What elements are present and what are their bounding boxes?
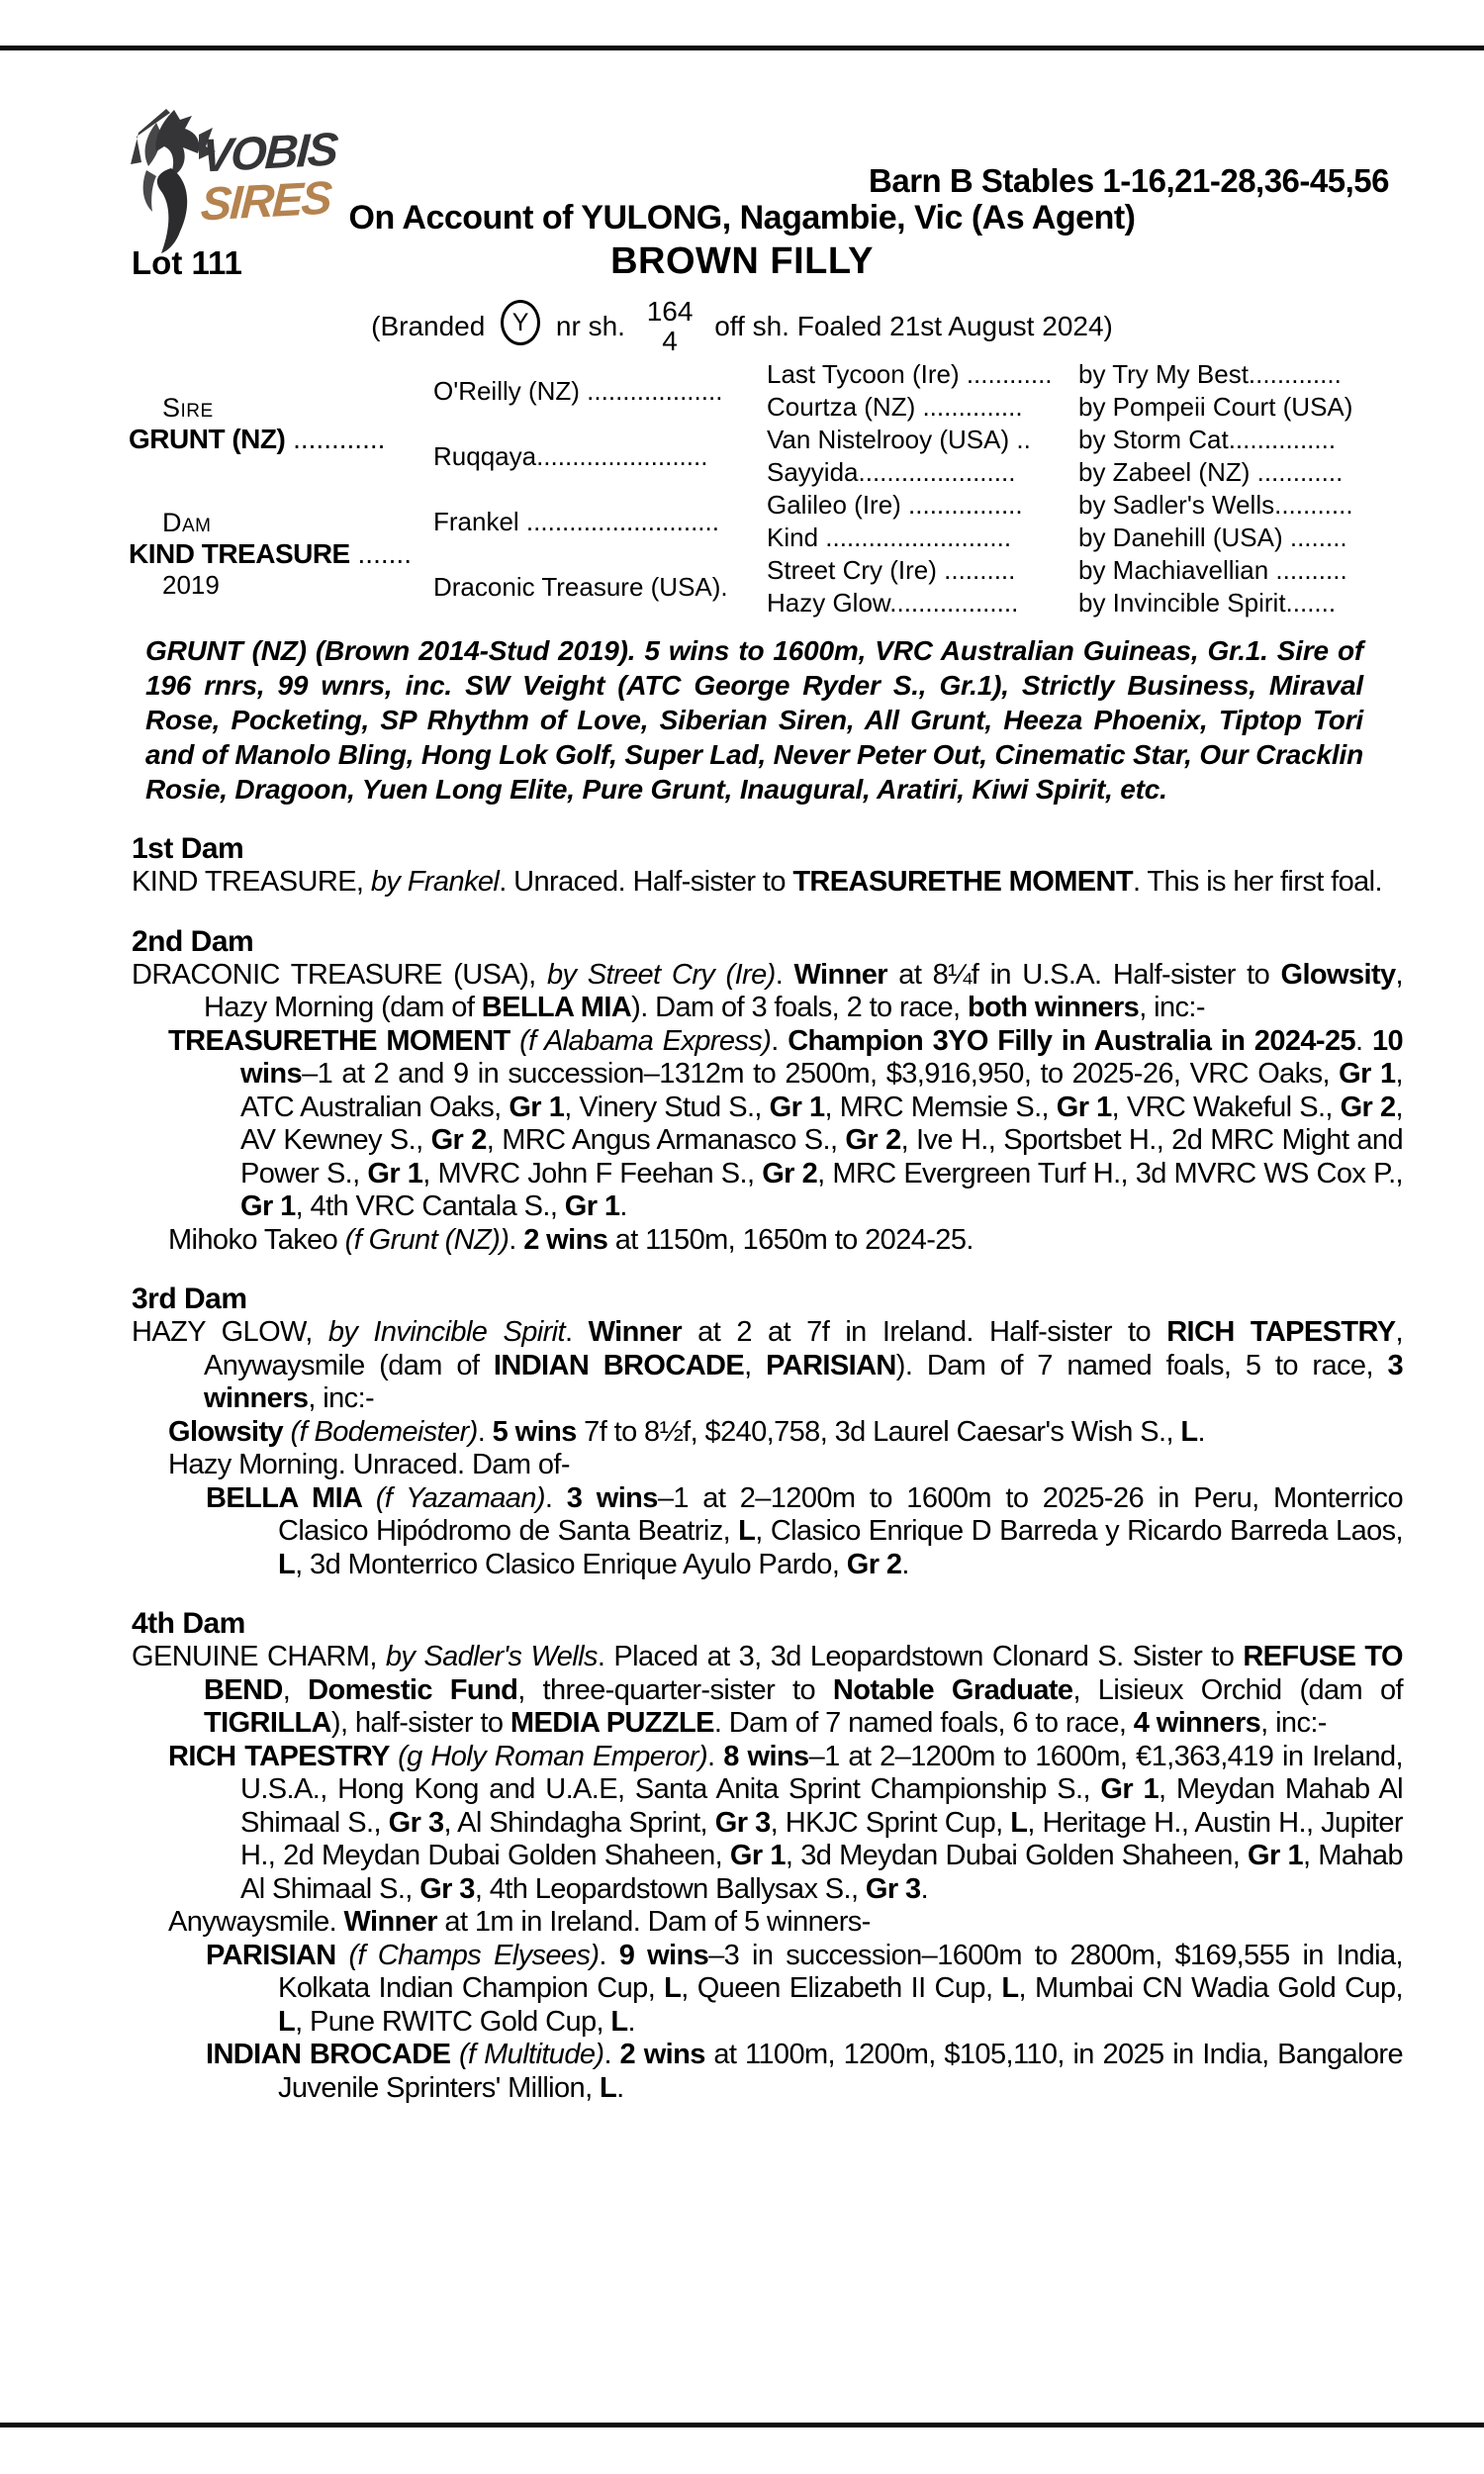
pedigree-gen4-sire: by Danehill (USA) ........ — [1078, 523, 1347, 552]
brand-number-top: 164 — [646, 296, 694, 327]
pedigree-gen4-sire: by Zabeel (NZ) ............ — [1078, 457, 1344, 487]
dam-label: Dam — [162, 508, 212, 537]
pedigree-paragraph: INDIAN BROCADE (f Multitude). 2 wins at 1100m, 1200m, $105,110, in 2025 in India, Bangalore Juvenile Sprinters' Million, L. — [206, 2039, 1403, 2104]
pedigree-gen4-sire: by Invincible Spirit....... — [1078, 588, 1337, 618]
pedigree-gen3-name: Galileo (Ire) ................ — [767, 490, 1023, 520]
pedigree-table — [129, 358, 1405, 619]
pedigree-sire-cell — [129, 358, 433, 489]
brand-number — [647, 297, 694, 356]
dam-section-heading: 1st Dam — [132, 832, 244, 865]
pedigree-gen3-name: Kind .......................... — [767, 523, 1012, 552]
dam-year: 2019 — [162, 570, 220, 600]
pedigree-dam-cell — [129, 489, 433, 619]
pedigree-gen3-name: Courtza (NZ) .............. — [767, 392, 1023, 422]
dam-section-heading: 3rd Dam — [132, 1283, 247, 1315]
branded-suffix: off sh. Foaled 21st August 2024) — [714, 311, 1113, 341]
pedigree-paragraph: DRACONIC TREASURE (USA), by Street Cry (Ire). Winner at 8¼f in U.S.A. Half-sister to Glowsity, Hazy Morning (dam of BELLA MIA). Dam of 3 foals, 2 to race, both winners, inc:- — [132, 958, 1404, 1023]
pedigree-paragraph: RICH TAPESTRY (g Holy Roman Emperor). 8 wins–1 at 2–1200m to 1600m, €1,363,419 in Ireland, U.S.A., Hong Kong and U.A.E, Santa Anita Sprint Championship S., Gr 1, Meydan Mahab Al Shimaal S., Gr 3, Al Shindagha Sprint, Gr 3, HKJC Sprint Cup, L, Heritage H., Austin H., Jupiter H., 2d Meydan Dubai Golden Shaheen, Gr 1, 3d Meydan Dubai Golden Shaheen, Gr 1, Mahab Al Shimaal S., Gr 3, 4th Leopardstown Ballysax S., Gr 3. — [168, 1740, 1404, 1905]
dam-section — [132, 831, 1403, 900]
pedigree-paragraph: Mihoko Takeo (f Grunt (NZ)). 2 wins at 1150m, 1650m to 2024-25. — [168, 1223, 974, 1256]
branded-line — [0, 297, 1484, 356]
pedigree-gen4-sire: by Pompeii Court (USA) — [1078, 392, 1353, 422]
catalogue-body — [132, 633, 1403, 2105]
barn-line: Barn B Stables 1-16,21-28,36-45,56 — [869, 162, 1389, 199]
pedigree-paragraph: Hazy Morning. Unraced. Dam of- — [168, 1449, 570, 1480]
brand-symbol-icon: Y — [501, 300, 540, 345]
pedigree-gen4-sire: by Try My Best............. — [1078, 359, 1342, 389]
pedigree-gen3-name: Last Tycoon (Ire) ............ — [767, 359, 1053, 389]
pedigree-gen2-name: Draconic Treasure (USA). — [433, 571, 728, 602]
dam-section — [132, 1282, 1403, 1581]
pedigree-paragraph: Glowsity (f Bodemeister). 5 wins 7f to 8½f, $240,758, 3d Laurel Caesar's Wish S., L. — [168, 1415, 1205, 1448]
pedigree-paragraph: BELLA MIA (f Yazamaan). 3 wins–1 at 2–1200m to 1600m to 2025-26 in Peru, Monterrico Clasico Hipódromo de Santa Beatriz, L, Clasico Enrique D Barreda y Ricardo Barreda Laos, L, 3d Monterrico Clasico Enrique Ayulo Pardo, Gr 2. — [206, 1481, 1403, 1580]
pedigree-gen2-name: Ruqqaya........................ — [433, 440, 708, 471]
pedigree-paragraph: PARISIAN (f Champs Elysees). 9 wins–3 in succession–1600m to 2800m, $169,555 in India, Kolkata Indian Champion Cup, L, Queen Elizabeth II Cup, L, Mumbai CN Wadia Gold Cup, L, Pune RWITC Gold Cup, L. — [206, 1939, 1404, 2038]
sire-label: Sire — [162, 392, 214, 423]
dam-section — [132, 924, 1403, 1258]
pedigree-gen3-name: Street Cry (Ire) .......... — [767, 555, 1016, 585]
dam-section — [132, 1606, 1403, 2105]
pedigree-paragraph: Anywaysmile. Winner at 1m in Ireland. Dam of 5 winners- — [168, 1906, 871, 1938]
branded-near-shoulder: nr sh. — [555, 311, 625, 341]
pedigree-gen4-sire: by Sadler's Wells........... — [1078, 490, 1353, 520]
sire-paragraph: GRUNT (NZ) (Brown 2014-Stud 2019). 5 wins to 1600m, VRC Australian Guineas, Gr.1. Sire of 196 rnrs, 99 wnrs, inc. SW Veight (ATC George Ryder S., Gr.1), Strictly Business, Miraval Rose, Pocketing, SP Rhythm of Love, Siberian Siren, All Grunt, Heeza Phoenix, Tiptop Tori and of Manolo Bling, Hong Lok Golf, Super Lad, Never Peter Out, Cinematic Star, Our Cracklin Rosie, Dragoon, Yuen Long Elite, Pure Grunt, Inaugural, Aratiri, Kiwi Spirit, etc. — [145, 635, 1363, 805]
dam-section-heading: 2nd Dam — [132, 924, 254, 958]
top-rule — [0, 46, 1484, 50]
page-title: BROWN FILLY — [610, 240, 874, 282]
bottom-rule — [0, 2423, 1484, 2427]
pedigree-paragraph: TREASURETHE MOMENT (f Alabama Express). Champion 3YO Filly in Australia in 2024-25. 10 wins–1 at 2 and 9 in succession–1312m to 2500m, $3,916,950, to 2025-26, VRC Oaks, Gr 1, ATC Australian Oaks, Gr 1, Vinery Stud S., Gr 1, MRC Memsie S., Gr 1, VRC Wakeful S., Gr 2, AV Kewney S., Gr 2, MRC Angus Armanasco S., Gr 2, Ive H., Sportsbet H., 2d MRC Might and Power S., Gr 1, MVRC John F Feehan S., Gr 2, MRC Evergreen Turf H., 3d MVRC WS Cox P., Gr 1, 4th VRC Cantala S., Gr 1. — [168, 1024, 1404, 1222]
branded-prefix: (Branded — [371, 311, 486, 341]
logo-text-vobis: VOBIS — [200, 122, 338, 182]
sire-name: GRUNT (NZ) ............ — [129, 423, 386, 454]
pedigree-gen4-sire: by Machiavellian .......... — [1078, 555, 1347, 585]
pedigree-gen2-name: Frankel ........................... — [433, 506, 719, 536]
pedigree-gen3-name: Hazy Glow.................. — [767, 588, 1019, 618]
dam-section-heading: 4th Dam — [132, 1607, 245, 1640]
account-line: On Account of YULONG, Nagambie, Vic (As Agent) — [348, 199, 1136, 237]
lot-number: Lot 111 — [132, 244, 242, 281]
pedigree-gen2-name: O'Reilly (NZ) ................... — [433, 375, 723, 406]
logo-text-sires: SIRES — [199, 170, 332, 231]
pedigree-gen4-sire: by Storm Cat............... — [1078, 425, 1337, 454]
dam-name: KIND TREASURE ....... — [129, 538, 412, 569]
dam-sections — [132, 831, 1403, 2105]
pedigree-paragraph: KIND TREASURE, by Frankel. Unraced. Half-sister to TREASURETHE MOMENT. This is her first foal. — [132, 866, 1382, 898]
pedigree-paragraph: HAZY GLOW, by Invincible Spirit. Winner at 2 at 7f in Ireland. Half-sister to RICH TAPESTRY, Anywaysmile (dam of INDIAN BROCADE, PARISIAN). Dam of 7 named foals, 5 to race, 3 winners, inc:- — [132, 1316, 1403, 1414]
pedigree-paragraph: GENUINE CHARM, by Sadler's Wells. Placed at 3, 3d Leopardstown Clonard S. Sister to REFUSE TO BEND, Domestic Fund, three-quarter-sister to Notable Graduate, Lisieux Orchid (dam of TIGRILLA), half-sister to MEDIA PUZZLE. Dam of 7 named foals, 6 to race, 4 winners, inc:- — [132, 1641, 1403, 1739]
pedigree-gen3-name: Sayyida...................... — [767, 457, 1016, 487]
brand-number-bottom: 4 — [662, 326, 678, 356]
pedigree-gen3-name: Van Nistelrooy (USA) .. — [767, 425, 1031, 454]
